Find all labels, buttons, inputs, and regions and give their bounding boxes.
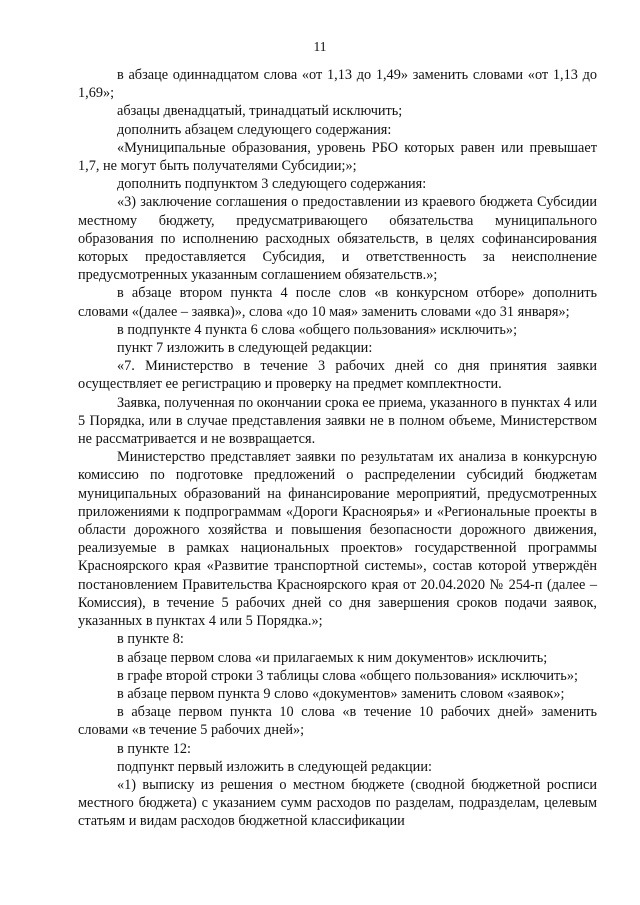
paragraph: в абзаце одиннадцатом слова «от 1,13 до 1,49» заменить словами «от 1,13 до 1,69»; bbox=[78, 67, 597, 102]
paragraph: «7. Министерство в течение 3 рабочих дней со дня принятия заявки осуществляет ее регистрацию и проверку на предмет комплектности. bbox=[78, 358, 597, 393]
paragraph: дополнить абзацем следующего содержания: bbox=[117, 121, 392, 138]
paragraph: абзацы двенадцатый, тринадцатый исключить; bbox=[117, 103, 403, 120]
document-body bbox=[78, 66, 597, 831]
paragraph: в пункте 12: bbox=[117, 740, 191, 757]
paragraph: Заявка, полученная по окончании срока ее приема, указанного в пунктах 4 или 5 Порядка, или в случае представления заявки не в полном объеме, Министерством не рассматривается и не возвращается. bbox=[78, 394, 597, 448]
paragraph: пункт 7 изложить в следующей редакции: bbox=[117, 340, 373, 357]
paragraph: в абзаце втором пункта 4 после слов «в конкурсном отборе» дополнить словами «(далее – заявка)», слова «до 10 мая» заменить словами «до 31 января»; bbox=[78, 285, 597, 320]
paragraph: подпункт первый изложить в следующей редакции: bbox=[117, 758, 432, 775]
paragraph: «Муниципальные образования, уровень РБО которых равен или превышает 1,7, не могут быть получателями Субсидии;»; bbox=[78, 139, 597, 175]
paragraph: дополнить подпунктом 3 следующего содержания: bbox=[117, 176, 427, 193]
paragraph: в абзаце первом пункта 9 слово «документов» заменить словом «заявок»; bbox=[117, 685, 565, 702]
paragraph: в графе второй строки 3 таблицы слова «общего пользования» исключить»; bbox=[117, 667, 578, 684]
paragraph: Министерство представляет заявки по результатам их анализа в конкурсную комиссию по подготовке предложений о распределении субсидий бюджетам муниципальных образований на финансирование мероприятий, предусмотренных приложениями к подпрограммам «Дороги Красноярья» и «Региональные проекты в области дорожного хозяйства и повышения безопасности дорожного движения, реализуемые в рамках национальных проектов» государственной программы Красноярского края «Развитие транспортной системы», состав которой утверждён постановлением Правительства Красноярского края от 20.04.2020 № 254-п (далее – Комиссия), в течение 5 рабочих дней со дня завершения сроков подачи заявок, указанных в пунктах 4 или 5 Порядка.»; bbox=[78, 449, 597, 630]
paragraph: в подпункте 4 пункта 6 слова «общего пользования» исключить»; bbox=[117, 321, 518, 338]
paragraph: в абзаце первом пункта 10 слова «в течение 10 рабочих дней» заменить словами «в течение 5 рабочих дней»; bbox=[78, 704, 597, 739]
paragraph: «1) выписку из решения о местном бюджете (сводной бюджетной росписи местного бюджета) с указанием сумм расходов по разделам, подразделам, целевым статьям и видам расходов бюджетной классификации bbox=[78, 776, 597, 830]
paragraph: в пункте 8: bbox=[117, 631, 184, 648]
paragraph: «3) заключение соглашения о предоставлении из краевого бюджета Субсидии местному бюджету, предусматривающего обязательства муниципального образования по исполнению расходных обязательств, в целях софинансирования которых предоставляется Субсидия, и ответственность за неисполнение предусмотренных указанным соглашением обязательств.»; bbox=[78, 194, 597, 284]
page-number: 11 bbox=[313, 39, 327, 54]
paragraph: в абзаце первом слова «и прилагаемых к ним документов» исключить; bbox=[117, 649, 548, 666]
